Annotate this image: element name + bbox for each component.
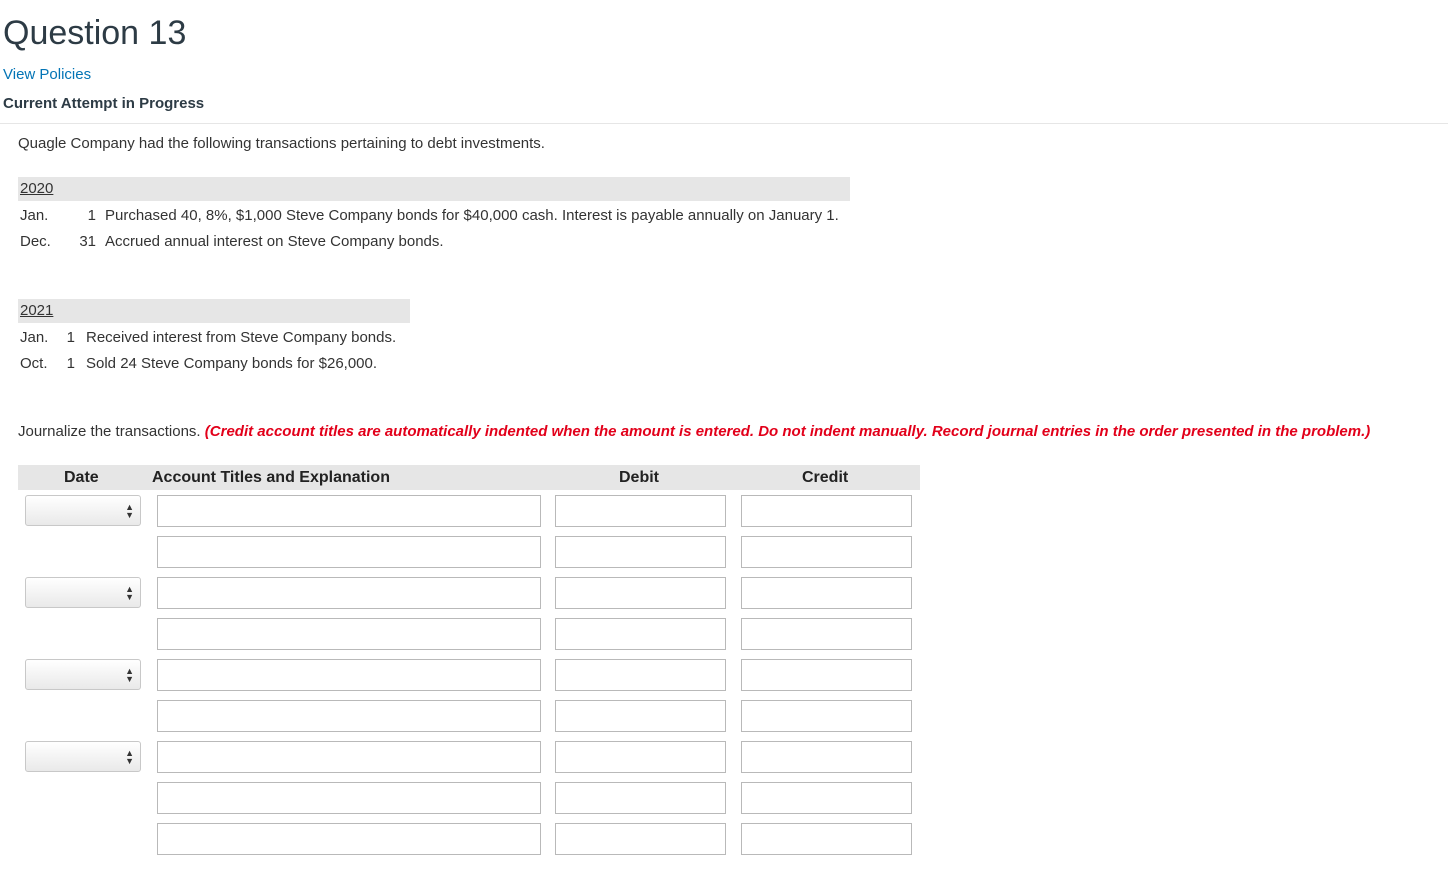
credit-input[interactable] [741, 782, 912, 814]
debit-input[interactable] [555, 495, 726, 527]
debit-input[interactable] [555, 700, 726, 732]
date-select[interactable] [25, 577, 141, 608]
account-title-input[interactable] [157, 659, 541, 691]
transaction-month: Dec. [20, 233, 51, 250]
credit-input[interactable] [741, 741, 912, 773]
date-column-header: Date [64, 469, 99, 486]
credit-input[interactable] [741, 536, 912, 568]
transaction-row [18, 351, 410, 377]
credit-input[interactable] [741, 823, 912, 855]
year-block-2020 [18, 177, 850, 255]
transaction-day: 1 [66, 329, 75, 346]
instructions-note: (Credit account titles are automatically indented when the amount is entered. Do not indent manually. Record journal entries in the order presented in the problem.) [204, 423, 1371, 440]
instructions [18, 423, 1370, 440]
select-arrows-icon: ▲ ▼ [125, 502, 134, 520]
account-column-header: Account Titles and Explanation [152, 469, 390, 486]
debit-input[interactable] [555, 741, 726, 773]
problem-intro: Quagle Company had the following transactions pertaining to debt investments. [18, 135, 545, 152]
transaction-day: 31 [79, 233, 96, 250]
year-label: 2020 [20, 180, 54, 197]
account-title-input[interactable] [157, 536, 541, 568]
account-title-input[interactable] [157, 700, 541, 732]
select-arrows-icon: ▲ ▼ [125, 666, 134, 684]
year-label: 2021 [20, 302, 54, 319]
transaction-month: Jan. [20, 207, 49, 224]
journal-row [18, 700, 920, 732]
debit-column-header: Debit [619, 469, 659, 486]
debit-input[interactable] [555, 536, 726, 568]
question-title: Question 13 [3, 14, 187, 52]
journal-row [18, 618, 920, 650]
select-arrows-icon: ▲ ▼ [125, 584, 134, 602]
journal-row [18, 823, 920, 855]
journal-row [18, 659, 920, 691]
attempt-status: Current Attempt in Progress [3, 95, 205, 112]
header-divider [0, 123, 1448, 124]
account-title-input[interactable] [157, 782, 541, 814]
date-select[interactable] [25, 659, 141, 690]
year-header [18, 177, 850, 201]
transaction-row [18, 325, 410, 351]
credit-input[interactable] [741, 618, 912, 650]
account-title-input[interactable] [157, 577, 541, 609]
journal-entry-table [18, 465, 920, 766]
account-title-input[interactable] [157, 741, 541, 773]
transaction-month: Oct. [20, 355, 48, 372]
transaction-day: 1 [87, 207, 96, 224]
transaction-description: Sold 24 Steve Company bonds for $26,000. [86, 355, 378, 372]
journal-header [18, 465, 920, 490]
credit-input[interactable] [741, 577, 912, 609]
credit-input[interactable] [741, 659, 912, 691]
debit-input[interactable] [555, 577, 726, 609]
transaction-day: 1 [66, 355, 75, 372]
transaction-description: Purchased 40, 8%, $1,000 Steve Company bonds for $40,000 cash. Interest is payable annually on January 1. [105, 207, 839, 224]
journal-row [18, 536, 920, 568]
select-arrows-icon: ▲ ▼ [125, 748, 134, 766]
journal-row [18, 741, 920, 773]
journal-row [18, 782, 920, 814]
transaction-description: Received interest from Steve Company bonds. [86, 329, 397, 346]
journal-row [18, 495, 920, 527]
year-header [18, 299, 410, 323]
instructions-text: Journalize the transactions. [18, 423, 201, 440]
view-policies-link[interactable]: View Policies [3, 66, 92, 83]
credit-input[interactable] [741, 700, 912, 732]
debit-input[interactable] [555, 659, 726, 691]
account-title-input[interactable] [157, 495, 541, 527]
date-select[interactable] [25, 741, 141, 772]
transaction-row [18, 229, 850, 255]
journal-row [18, 577, 920, 609]
credit-column-header: Credit [802, 469, 849, 486]
account-title-input[interactable] [157, 823, 541, 855]
debit-input[interactable] [555, 618, 726, 650]
debit-input[interactable] [555, 782, 726, 814]
transaction-month: Jan. [20, 329, 49, 346]
account-title-input[interactable] [157, 618, 541, 650]
year-block-2021 [18, 299, 410, 377]
credit-input[interactable] [741, 495, 912, 527]
transaction-description: Accrued annual interest on Steve Company bonds. [105, 233, 444, 250]
date-select[interactable] [25, 495, 141, 526]
debit-input[interactable] [555, 823, 726, 855]
transaction-row [18, 203, 850, 229]
